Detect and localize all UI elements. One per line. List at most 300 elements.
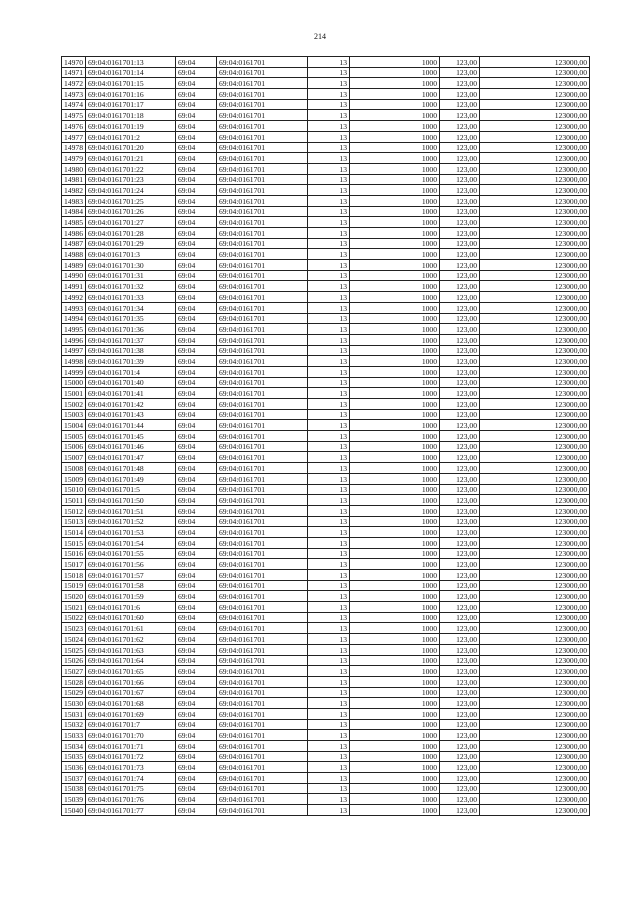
table-row: [62, 270, 590, 281]
table-row: [62, 730, 590, 741]
cadastral-number-cell: 69:04:0161701:13: [86, 57, 176, 68]
zone-number-cell: 13: [308, 89, 350, 100]
district-code-cell: 69:04: [176, 260, 217, 271]
quarter-number-cell: 69:04:0161701: [217, 356, 308, 367]
specific-value-cell: 123,00: [440, 708, 480, 719]
area-cell: 1000: [350, 751, 440, 762]
district-code-cell: 69:04: [176, 238, 217, 249]
cadastral-value-cell: 123000,00: [480, 548, 590, 559]
district-code-cell: 69:04: [176, 580, 217, 591]
table-row: [62, 313, 590, 324]
specific-value-cell: 123,00: [440, 559, 480, 570]
zone-number-cell: 13: [308, 174, 350, 185]
district-code-cell: 69:04: [176, 313, 217, 324]
cadastral-number-cell: 69:04:0161701:56: [86, 559, 176, 570]
zone-number-cell: 13: [308, 730, 350, 741]
table-row: [62, 741, 590, 752]
quarter-number-cell: 69:04:0161701: [217, 773, 308, 784]
district-code-cell: 69:04: [176, 153, 217, 164]
specific-value-cell: 123,00: [440, 57, 480, 68]
row-number-cell: 14987: [62, 238, 86, 249]
zone-number-cell: 13: [308, 153, 350, 164]
cadastral-number-cell: 69:04:0161701:21: [86, 153, 176, 164]
cadastral-number-cell: 69:04:0161701:37: [86, 334, 176, 345]
zone-number-cell: 13: [308, 473, 350, 484]
cadastral-number-cell: 69:04:0161701:44: [86, 420, 176, 431]
cadastral-value-cell: 123000,00: [480, 292, 590, 303]
cadastral-value-cell: 123000,00: [480, 142, 590, 153]
cadastral-number-cell: 69:04:0161701:74: [86, 773, 176, 784]
cadastral-value-cell: 123000,00: [480, 89, 590, 100]
area-cell: 1000: [350, 687, 440, 698]
zone-number-cell: 13: [308, 527, 350, 538]
zone-number-cell: 13: [308, 131, 350, 142]
table-row: [62, 292, 590, 303]
zone-number-cell: 13: [308, 484, 350, 495]
zone-number-cell: 13: [308, 463, 350, 474]
area-cell: 1000: [350, 185, 440, 196]
quarter-number-cell: 69:04:0161701: [217, 57, 308, 68]
row-number-cell: 15014: [62, 527, 86, 538]
area-cell: 1000: [350, 228, 440, 239]
area-cell: 1000: [350, 730, 440, 741]
quarter-number-cell: 69:04:0161701: [217, 463, 308, 474]
cadastral-number-cell: 69:04:0161701:18: [86, 110, 176, 121]
quarter-number-cell: 69:04:0161701: [217, 78, 308, 89]
area-cell: 1000: [350, 249, 440, 260]
district-code-cell: 69:04: [176, 559, 217, 570]
zone-number-cell: 13: [308, 452, 350, 463]
specific-value-cell: 123,00: [440, 548, 480, 559]
quarter-number-cell: 69:04:0161701: [217, 260, 308, 271]
table-row: [62, 495, 590, 506]
district-code-cell: 69:04: [176, 516, 217, 527]
cadastral-number-cell: 69:04:0161701:53: [86, 527, 176, 538]
cadastral-value-cell: 123000,00: [480, 377, 590, 388]
row-number-cell: 14979: [62, 153, 86, 164]
quarter-number-cell: 69:04:0161701: [217, 741, 308, 752]
district-code-cell: 69:04: [176, 131, 217, 142]
cadastral-number-cell: 69:04:0161701:48: [86, 463, 176, 474]
quarter-number-cell: 69:04:0161701: [217, 719, 308, 730]
zone-number-cell: 13: [308, 399, 350, 410]
table-row: [62, 516, 590, 527]
table-row: [62, 356, 590, 367]
row-number-cell: 15001: [62, 388, 86, 399]
area-cell: 1000: [350, 719, 440, 730]
zone-number-cell: 13: [308, 783, 350, 794]
row-number-cell: 14975: [62, 110, 86, 121]
table-row: [62, 206, 590, 217]
cadastral-number-cell: 69:04:0161701:68: [86, 698, 176, 709]
row-number-cell: 14986: [62, 228, 86, 239]
cadastral-value-cell: 123000,00: [480, 687, 590, 698]
specific-value-cell: 123,00: [440, 345, 480, 356]
specific-value-cell: 123,00: [440, 783, 480, 794]
quarter-number-cell: 69:04:0161701: [217, 644, 308, 655]
row-number-cell: 14977: [62, 131, 86, 142]
specific-value-cell: 123,00: [440, 195, 480, 206]
quarter-number-cell: 69:04:0161701: [217, 495, 308, 506]
zone-number-cell: 13: [308, 292, 350, 303]
cadastral-number-cell: 69:04:0161701:41: [86, 388, 176, 399]
cadastral-value-cell: 123000,00: [480, 655, 590, 666]
cadastral-number-cell: 69:04:0161701:77: [86, 805, 176, 816]
area-cell: 1000: [350, 324, 440, 335]
cadastral-number-cell: 69:04:0161701:17: [86, 99, 176, 110]
table-row: [62, 548, 590, 559]
district-code-cell: 69:04: [176, 452, 217, 463]
cadastral-number-cell: 69:04:0161701:54: [86, 537, 176, 548]
row-number-cell: 14989: [62, 260, 86, 271]
area-cell: 1000: [350, 495, 440, 506]
table-row: [62, 452, 590, 463]
cadastral-number-cell: 69:04:0161701:4: [86, 366, 176, 377]
specific-value-cell: 123,00: [440, 698, 480, 709]
district-code-cell: 69:04: [176, 719, 217, 730]
cadastral-value-cell: 123000,00: [480, 570, 590, 581]
quarter-number-cell: 69:04:0161701: [217, 377, 308, 388]
specific-value-cell: 123,00: [440, 505, 480, 516]
district-code-cell: 69:04: [176, 548, 217, 559]
cadastral-value-cell: 123000,00: [480, 356, 590, 367]
district-code-cell: 69:04: [176, 495, 217, 506]
table-row: [62, 773, 590, 784]
specific-value-cell: 123,00: [440, 270, 480, 281]
cadastral-value-cell: 123000,00: [480, 463, 590, 474]
district-code-cell: 69:04: [176, 505, 217, 516]
quarter-number-cell: 69:04:0161701: [217, 676, 308, 687]
area-cell: 1000: [350, 452, 440, 463]
specific-value-cell: 123,00: [440, 99, 480, 110]
zone-number-cell: 13: [308, 217, 350, 228]
row-number-cell: 14998: [62, 356, 86, 367]
quarter-number-cell: 69:04:0161701: [217, 441, 308, 452]
cadastral-number-cell: 69:04:0161701:71: [86, 741, 176, 752]
quarter-number-cell: 69:04:0161701: [217, 505, 308, 516]
cadastral-value-cell: 123000,00: [480, 602, 590, 613]
row-number-cell: 15018: [62, 570, 86, 581]
row-number-cell: 15011: [62, 495, 86, 506]
table-row: [62, 783, 590, 794]
area-cell: 1000: [350, 131, 440, 142]
table-row: [62, 612, 590, 623]
row-number-cell: 15025: [62, 644, 86, 655]
specific-value-cell: 123,00: [440, 537, 480, 548]
row-number-cell: 15019: [62, 580, 86, 591]
quarter-number-cell: 69:04:0161701: [217, 142, 308, 153]
area-cell: 1000: [350, 99, 440, 110]
zone-number-cell: 13: [308, 805, 350, 816]
cadastral-number-cell: 69:04:0161701:15: [86, 78, 176, 89]
zone-number-cell: 13: [308, 142, 350, 153]
cadastral-number-cell: 69:04:0161701:42: [86, 399, 176, 410]
quarter-number-cell: 69:04:0161701: [217, 794, 308, 805]
table-row: [62, 131, 590, 142]
cadastral-value-cell: 123000,00: [480, 473, 590, 484]
quarter-number-cell: 69:04:0161701: [217, 67, 308, 78]
zone-number-cell: 13: [308, 612, 350, 623]
district-code-cell: 69:04: [176, 794, 217, 805]
table-row: [62, 580, 590, 591]
zone-number-cell: 13: [308, 356, 350, 367]
specific-value-cell: 123,00: [440, 741, 480, 752]
specific-value-cell: 123,00: [440, 67, 480, 78]
quarter-number-cell: 69:04:0161701: [217, 666, 308, 677]
row-number-cell: 14970: [62, 57, 86, 68]
table-row: [62, 121, 590, 132]
zone-number-cell: 13: [308, 762, 350, 773]
zone-number-cell: 13: [308, 270, 350, 281]
cadastral-number-cell: 69:04:0161701:24: [86, 185, 176, 196]
zone-number-cell: 13: [308, 260, 350, 271]
cadastral-number-cell: 69:04:0161701:72: [86, 751, 176, 762]
area-cell: 1000: [350, 409, 440, 420]
area-cell: 1000: [350, 441, 440, 452]
table-row: [62, 484, 590, 495]
specific-value-cell: 123,00: [440, 655, 480, 666]
area-cell: 1000: [350, 142, 440, 153]
cadastral-value-cell: 123000,00: [480, 345, 590, 356]
specific-value-cell: 123,00: [440, 217, 480, 228]
area-cell: 1000: [350, 634, 440, 645]
quarter-number-cell: 69:04:0161701: [217, 324, 308, 335]
row-number-cell: 15002: [62, 399, 86, 410]
cadastral-value-cell: 123000,00: [480, 420, 590, 431]
table-row: [62, 302, 590, 313]
zone-number-cell: 13: [308, 324, 350, 335]
row-number-cell: 14990: [62, 270, 86, 281]
district-code-cell: 69:04: [176, 644, 217, 655]
quarter-number-cell: 69:04:0161701: [217, 559, 308, 570]
area-cell: 1000: [350, 302, 440, 313]
cadastral-number-cell: 69:04:0161701:64: [86, 655, 176, 666]
cadastral-value-cell: 123000,00: [480, 409, 590, 420]
area-cell: 1000: [350, 484, 440, 495]
zone-number-cell: 13: [308, 751, 350, 762]
district-code-cell: 69:04: [176, 270, 217, 281]
row-number-cell: 14991: [62, 281, 86, 292]
cadastral-number-cell: 69:04:0161701:43: [86, 409, 176, 420]
zone-number-cell: 13: [308, 431, 350, 442]
zone-number-cell: 13: [308, 655, 350, 666]
row-number-cell: 15009: [62, 473, 86, 484]
table-row: [62, 527, 590, 538]
cadastral-value-cell: 123000,00: [480, 270, 590, 281]
table-row: [62, 89, 590, 100]
cadastral-number-cell: 69:04:0161701:2: [86, 131, 176, 142]
quarter-number-cell: 69:04:0161701: [217, 527, 308, 538]
table-row: [62, 195, 590, 206]
district-code-cell: 69:04: [176, 206, 217, 217]
district-code-cell: 69:04: [176, 377, 217, 388]
row-number-cell: 14973: [62, 89, 86, 100]
district-code-cell: 69:04: [176, 174, 217, 185]
specific-value-cell: 123,00: [440, 228, 480, 239]
row-number-cell: 14980: [62, 163, 86, 174]
table-row: [62, 324, 590, 335]
cadastral-number-cell: 69:04:0161701:5: [86, 484, 176, 495]
row-number-cell: 15028: [62, 676, 86, 687]
row-number-cell: 14971: [62, 67, 86, 78]
cadastral-number-cell: 69:04:0161701:69: [86, 708, 176, 719]
specific-value-cell: 123,00: [440, 238, 480, 249]
cadastral-value-cell: 123000,00: [480, 228, 590, 239]
specific-value-cell: 123,00: [440, 484, 480, 495]
zone-number-cell: 13: [308, 719, 350, 730]
zone-number-cell: 13: [308, 559, 350, 570]
district-code-cell: 69:04: [176, 292, 217, 303]
table-row: [62, 537, 590, 548]
district-code-cell: 69:04: [176, 110, 217, 121]
quarter-number-cell: 69:04:0161701: [217, 516, 308, 527]
row-number-cell: 15016: [62, 548, 86, 559]
district-code-cell: 69:04: [176, 484, 217, 495]
table-row: [62, 431, 590, 442]
area-cell: 1000: [350, 463, 440, 474]
cadastral-value-cell: 123000,00: [480, 741, 590, 752]
district-code-cell: 69:04: [176, 762, 217, 773]
table-row: [62, 441, 590, 452]
row-number-cell: 14993: [62, 302, 86, 313]
zone-number-cell: 13: [308, 676, 350, 687]
cadastral-number-cell: 69:04:0161701:31: [86, 270, 176, 281]
district-code-cell: 69:04: [176, 751, 217, 762]
table-row: [62, 794, 590, 805]
quarter-number-cell: 69:04:0161701: [217, 409, 308, 420]
area-cell: 1000: [350, 527, 440, 538]
table-row: [62, 185, 590, 196]
area-cell: 1000: [350, 570, 440, 581]
quarter-number-cell: 69:04:0161701: [217, 548, 308, 559]
specific-value-cell: 123,00: [440, 110, 480, 121]
cadastral-value-cell: 123000,00: [480, 121, 590, 132]
specific-value-cell: 123,00: [440, 388, 480, 399]
row-number-cell: 15034: [62, 741, 86, 752]
cadastral-number-cell: 69:04:0161701:29: [86, 238, 176, 249]
area-cell: 1000: [350, 762, 440, 773]
cadastral-value-cell: 123000,00: [480, 676, 590, 687]
row-number-cell: 15017: [62, 559, 86, 570]
specific-value-cell: 123,00: [440, 121, 480, 132]
cadastral-number-cell: 69:04:0161701:62: [86, 634, 176, 645]
district-code-cell: 69:04: [176, 121, 217, 132]
row-number-cell: 14996: [62, 334, 86, 345]
row-number-cell: 14974: [62, 99, 86, 110]
cadastral-value-cell: 123000,00: [480, 334, 590, 345]
zone-number-cell: 13: [308, 206, 350, 217]
cadastral-number-cell: 69:04:0161701:66: [86, 676, 176, 687]
cadastral-value-cell: 123000,00: [480, 580, 590, 591]
district-code-cell: 69:04: [176, 773, 217, 784]
table-row: [62, 623, 590, 634]
row-number-cell: 15037: [62, 773, 86, 784]
table-row: [62, 388, 590, 399]
specific-value-cell: 123,00: [440, 206, 480, 217]
row-number-cell: 14985: [62, 217, 86, 228]
cadastral-value-cell: 123000,00: [480, 78, 590, 89]
table-row: [62, 67, 590, 78]
quarter-number-cell: 69:04:0161701: [217, 366, 308, 377]
specific-value-cell: 123,00: [440, 452, 480, 463]
cadastral-value-cell: 123000,00: [480, 153, 590, 164]
row-number-cell: 15020: [62, 591, 86, 602]
table-row: [62, 676, 590, 687]
quarter-number-cell: 69:04:0161701: [217, 708, 308, 719]
district-code-cell: 69:04: [176, 687, 217, 698]
table-row: [62, 153, 590, 164]
table-row: [62, 99, 590, 110]
page-number: 214: [314, 32, 326, 41]
zone-number-cell: 13: [308, 666, 350, 677]
quarter-number-cell: 69:04:0161701: [217, 195, 308, 206]
table-row: [62, 719, 590, 730]
cadastral-number-cell: 69:04:0161701:35: [86, 313, 176, 324]
row-number-cell: 15033: [62, 730, 86, 741]
cadastral-number-cell: 69:04:0161701:36: [86, 324, 176, 335]
district-code-cell: 69:04: [176, 805, 217, 816]
zone-number-cell: 13: [308, 495, 350, 506]
row-number-cell: 15005: [62, 431, 86, 442]
cadastral-value-cell: 123000,00: [480, 537, 590, 548]
district-code-cell: 69:04: [176, 217, 217, 228]
specific-value-cell: 123,00: [440, 366, 480, 377]
specific-value-cell: 123,00: [440, 602, 480, 613]
cadastral-value-cell: 123000,00: [480, 163, 590, 174]
row-number-cell: 15032: [62, 719, 86, 730]
area-cell: 1000: [350, 548, 440, 559]
table-row: [62, 602, 590, 613]
cadastral-number-cell: 69:04:0161701:16: [86, 89, 176, 100]
cadastral-number-cell: 69:04:0161701:47: [86, 452, 176, 463]
cadastral-value-cell: 123000,00: [480, 110, 590, 121]
cadastral-value-cell: 123000,00: [480, 99, 590, 110]
row-number-cell: 15013: [62, 516, 86, 527]
row-number-cell: 15030: [62, 698, 86, 709]
cadastral-number-cell: 69:04:0161701:33: [86, 292, 176, 303]
area-cell: 1000: [350, 67, 440, 78]
row-number-cell: 15039: [62, 794, 86, 805]
zone-number-cell: 13: [308, 249, 350, 260]
zone-number-cell: 13: [308, 185, 350, 196]
district-code-cell: 69:04: [176, 441, 217, 452]
row-number-cell: 15006: [62, 441, 86, 452]
row-number-cell: 15022: [62, 612, 86, 623]
area-cell: 1000: [350, 163, 440, 174]
zone-number-cell: 13: [308, 420, 350, 431]
specific-value-cell: 123,00: [440, 163, 480, 174]
table-row: [62, 505, 590, 516]
district-code-cell: 69:04: [176, 655, 217, 666]
zone-number-cell: 13: [308, 302, 350, 313]
area-cell: 1000: [350, 473, 440, 484]
specific-value-cell: 123,00: [440, 131, 480, 142]
zone-number-cell: 13: [308, 516, 350, 527]
table-row: [62, 805, 590, 816]
quarter-number-cell: 69:04:0161701: [217, 484, 308, 495]
cadastral-number-cell: 69:04:0161701:22: [86, 163, 176, 174]
cadastral-value-cell: 123000,00: [480, 174, 590, 185]
cadastral-value-cell: 123000,00: [480, 484, 590, 495]
cadastral-number-cell: 69:04:0161701:50: [86, 495, 176, 506]
cadastral-number-cell: 69:04:0161701:70: [86, 730, 176, 741]
row-number-cell: 15038: [62, 783, 86, 794]
area-cell: 1000: [350, 377, 440, 388]
quarter-number-cell: 69:04:0161701: [217, 570, 308, 581]
specific-value-cell: 123,00: [440, 185, 480, 196]
zone-number-cell: 13: [308, 313, 350, 324]
quarter-number-cell: 69:04:0161701: [217, 217, 308, 228]
